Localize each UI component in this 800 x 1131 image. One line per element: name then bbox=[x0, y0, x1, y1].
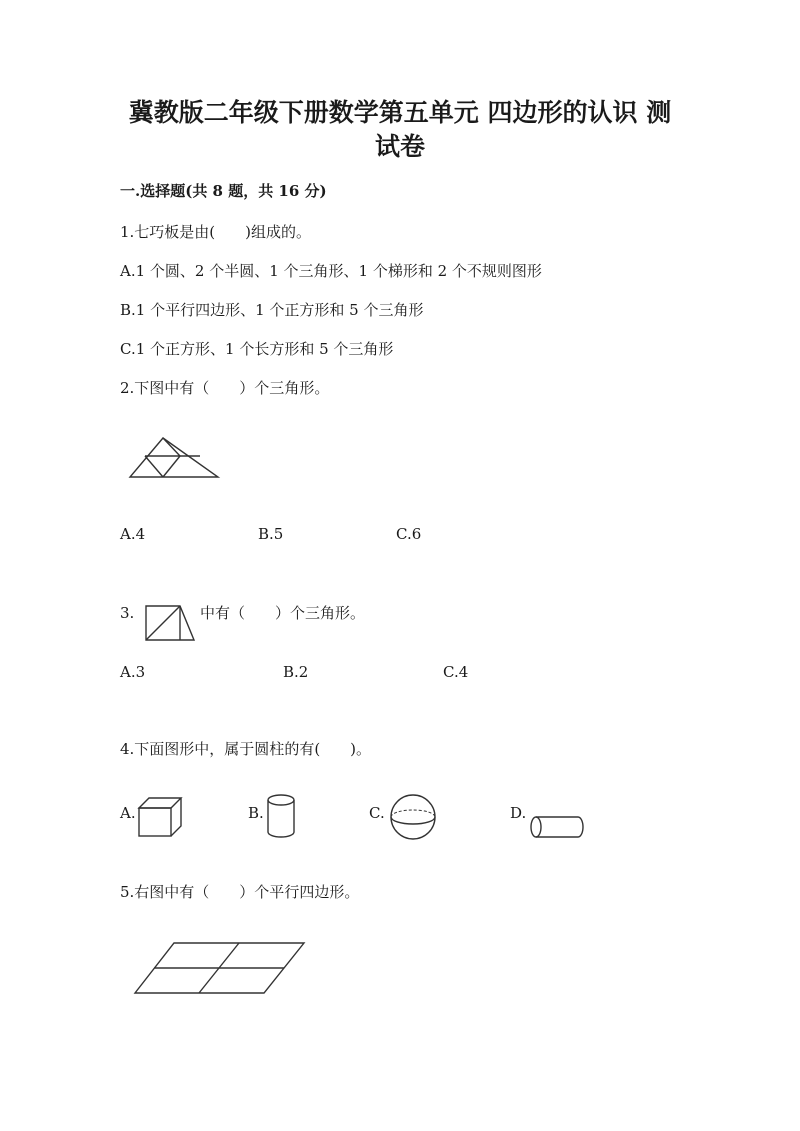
question-1-stem: 1.七巧板是由( )组成的。 bbox=[120, 223, 312, 241]
question-1-option-a: A.1 个圆、2 个半圆、1 个三角形、1 个梯形和 2 个不规则图形 bbox=[120, 262, 542, 280]
cylinder-icon bbox=[265, 793, 297, 839]
question-3-stem: 中有（ ）个三角形。 bbox=[200, 604, 366, 622]
question-1-option-c: C.1 个正方形、1 个长方形和 5 个三角形 bbox=[120, 340, 394, 358]
question-4-option-a: A. bbox=[120, 804, 136, 822]
question-2-stem: 2.下图中有（ ）个三角形。 bbox=[120, 379, 330, 397]
question-4-option-b: B. bbox=[248, 804, 264, 822]
question-3-option-c: C.4 bbox=[443, 663, 469, 681]
page-title-line-2: 试卷 bbox=[374, 132, 425, 161]
question-4-option-c: C. bbox=[369, 804, 385, 822]
sphere-icon bbox=[389, 793, 437, 841]
section-heading: 一.选择题(共 8 题，共 16 分) bbox=[120, 182, 327, 200]
question-2-option-a: A.4 bbox=[120, 525, 146, 543]
page-title-line-1: 冀教版二年级下册数学第五单元 四边形的认识 测 bbox=[128, 98, 672, 127]
question-3-option-b: B.2 bbox=[283, 663, 309, 681]
question-2-option-c: C.6 bbox=[396, 525, 422, 543]
question-4-stem: 4.下面图形中，属于圆柱的有( )。 bbox=[120, 740, 372, 758]
question-1-option-b: B.1 个平行四边形、1 个正方形和 5 个三角形 bbox=[120, 301, 424, 319]
cube-icon bbox=[137, 796, 185, 838]
question-5-stem: 5.右图中有（ ）个平行四边形。 bbox=[120, 883, 360, 901]
question-2-triangle-figure bbox=[128, 436, 220, 480]
question-3-option-a: A.3 bbox=[120, 663, 146, 681]
question-5-parallelogram-figure bbox=[132, 940, 308, 996]
question-3-trapezoid-figure bbox=[144, 604, 196, 642]
horizontal-cylinder-icon bbox=[528, 815, 586, 839]
question-2-option-b: B.5 bbox=[258, 525, 284, 543]
question-4-option-d: D. bbox=[510, 804, 527, 822]
question-3-number: 3. bbox=[120, 604, 135, 622]
